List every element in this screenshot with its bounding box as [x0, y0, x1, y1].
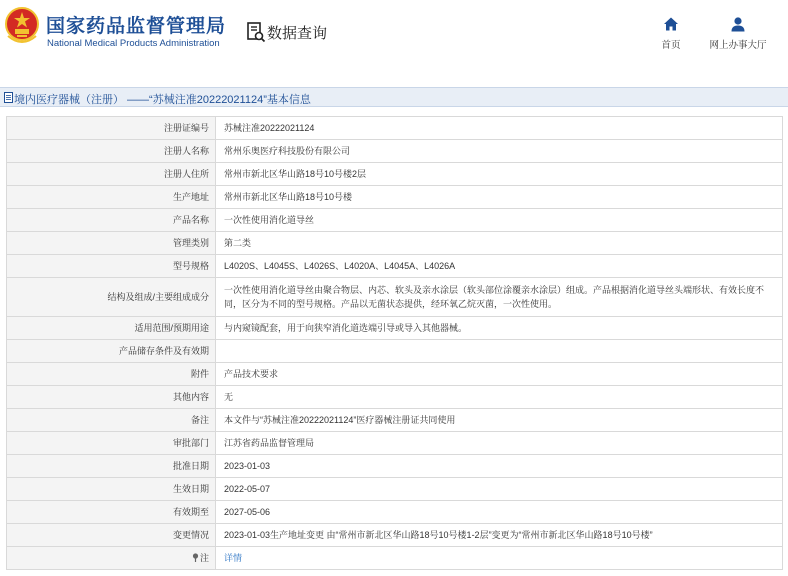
data-query-icon	[246, 21, 266, 43]
row-label: 产品名称	[7, 209, 216, 232]
row-value: 一次性使用消化道导丝由聚合物层、内芯、软头及亲水涂层（软头部位涂覆亲水涂层）组成。产品根据消化道导丝头端形状、有效长度不同，区分为不同的型号规格。产品以无菌状态提供，经环氧乙烷灭菌，一次性使用。	[216, 278, 783, 317]
row-label: 附件	[7, 363, 216, 386]
row-value: 常州市新北区华山路18号10号楼	[216, 186, 783, 209]
row-label: 管理类别	[7, 232, 216, 255]
row-label: 结构及组成/主要组成成分	[7, 278, 216, 317]
row-label: 生产地址	[7, 186, 216, 209]
nav-online-office-label: 网上办事大厅	[709, 40, 767, 51]
pin-icon	[192, 553, 199, 562]
row-label: 有效期至	[7, 501, 216, 524]
row-value: 第二类	[216, 232, 783, 255]
user-icon	[730, 16, 746, 32]
row-label: 注册人住所	[7, 163, 216, 186]
table-row	[7, 386, 783, 409]
table-row-note	[7, 547, 783, 570]
row-value: 苏械注准20222021124	[216, 117, 783, 140]
table-row	[7, 501, 783, 524]
site-header	[0, 0, 788, 78]
national-emblem-icon[interactable]	[4, 6, 40, 46]
row-value	[216, 340, 783, 363]
table-row	[7, 163, 783, 186]
row-value: 一次性使用消化道导丝	[216, 209, 783, 232]
row-value: 无	[216, 386, 783, 409]
registration-info-table	[6, 116, 783, 570]
table-row	[7, 455, 783, 478]
row-value: 2023-01-03	[216, 455, 783, 478]
row-label: 其他内容	[7, 386, 216, 409]
row-value: 本文件与“苏械注准20222021124”医疗器械注册证共同使用	[216, 409, 783, 432]
row-value: 与内窥镜配套，用于向狭窄消化道选端引导或导入其他器械。	[216, 317, 783, 340]
document-icon	[4, 92, 13, 103]
row-label: 注册证编号	[7, 117, 216, 140]
table-row	[7, 524, 783, 547]
site-subtitle: National Medical Products Administration	[47, 38, 220, 49]
table-row	[7, 478, 783, 501]
table-row	[7, 209, 783, 232]
row-label: 备注	[7, 409, 216, 432]
record-title-bar	[0, 87, 788, 107]
details-link[interactable]: 详情	[224, 553, 243, 563]
row-value: 江苏省药品监督管理局	[216, 432, 783, 455]
row-label: 适用范围/预期用途	[7, 317, 216, 340]
table-row	[7, 363, 783, 386]
home-icon	[663, 16, 679, 32]
row-value: 常州乐奥医疗科技股份有限公司	[216, 140, 783, 163]
table-row	[7, 432, 783, 455]
row-value-note	[216, 547, 783, 570]
row-label: 审批部门	[7, 432, 216, 455]
record-title: 境内医疗器械（注册） ——“苏械注准20222021124”基本信息	[14, 94, 311, 106]
table-row	[7, 232, 783, 255]
table-row	[7, 255, 783, 278]
data-query-label[interactable]: 数据查询	[267, 25, 328, 42]
note-label: 注	[199, 553, 209, 563]
nav-home-label: 首页	[661, 40, 681, 51]
table-row	[7, 317, 783, 340]
table-row	[7, 140, 783, 163]
row-label: 注册人名称	[7, 140, 216, 163]
table-row	[7, 340, 783, 363]
row-label: 批准日期	[7, 455, 216, 478]
row-label-note	[7, 547, 216, 570]
row-value: 产品技术要求	[216, 363, 783, 386]
nav-online-office-button[interactable]	[706, 16, 770, 51]
site-title[interactable]: 国家药品监督管理局	[46, 16, 227, 37]
row-value: 2027-05-06	[216, 501, 783, 524]
nav-home-button[interactable]	[658, 16, 684, 51]
row-label: 变更情况	[7, 524, 216, 547]
row-value: 2022-05-07	[216, 478, 783, 501]
row-label: 产品储存条件及有效期	[7, 340, 216, 363]
table-row	[7, 409, 783, 432]
row-value: 常州市新北区华山路18号10号楼2层	[216, 163, 783, 186]
row-label: 生效日期	[7, 478, 216, 501]
table-row	[7, 117, 783, 140]
row-value: 2023-01-03生产地址变更 由“常州市新北区华山路18号10号楼1-2层”变更为“常州市新北区华山路18号10号楼”	[216, 524, 783, 547]
table-row	[7, 278, 783, 317]
row-label: 型号规格	[7, 255, 216, 278]
row-value: L4020S、L4045S、L4026S、L4020A、L4045A、L4026A	[216, 255, 783, 278]
table-row	[7, 186, 783, 209]
